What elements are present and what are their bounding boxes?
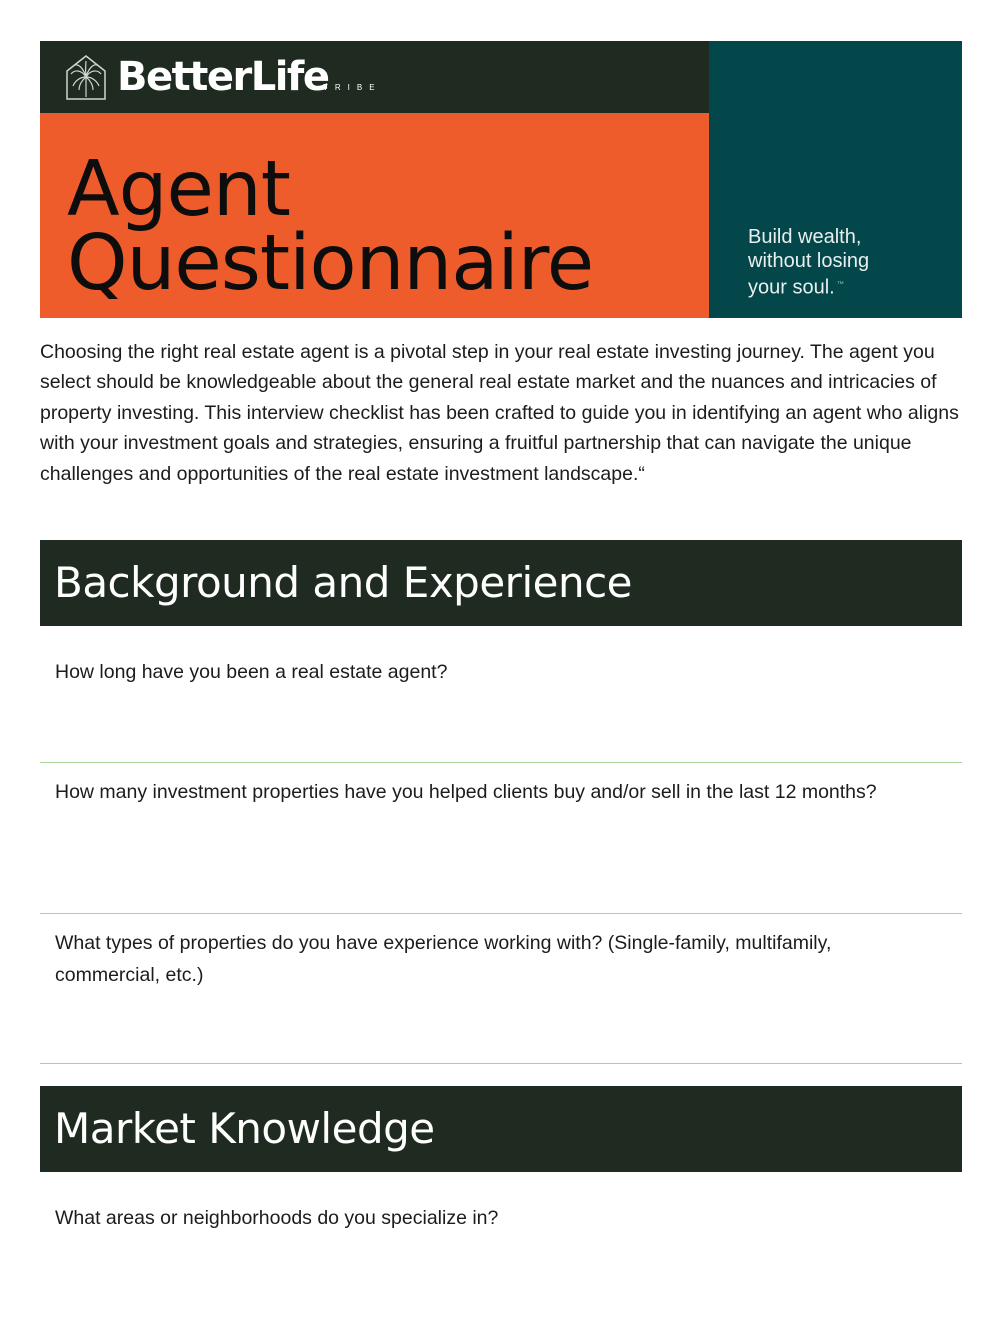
question-item: What types of properties do you have experience working with? (Single-family, multifamily, commercial, etc.) [55,932,832,986]
palm-house-logo-icon [64,53,108,101]
section-heading-background [40,540,962,626]
title-box [40,113,709,318]
intro-paragraph: Choosing the right real estate agent is a pivotal step in your real estate investing journey. The agent you select should be knowledgeable about the general real estate market and the nuances and intricacies of property investing. This interview checklist has been crafted to guide you in identifying an agent who aligns with your investment goals and strategies, ensuring a fruitful partnership that can navigate the unique challenges and opportunities of the real estate investment landscape.“ [40,341,959,485]
brand-name: BetterLife [117,54,329,100]
question-item: How long have you been a real estate agent? [55,661,448,683]
tagline-line-3 [748,273,869,300]
tagline-line-1: Build wealth, [748,226,862,248]
tagline-line-2: without losing [748,250,870,272]
title-line-1: Agent [67,145,290,234]
tagline-box [709,41,962,318]
divider [40,913,962,914]
title-line-2: Questionnaire [67,219,594,308]
section-title: Background and Experience [54,558,633,607]
divider [40,1063,962,1064]
header [40,41,962,318]
section-title: Market Knowledge [54,1104,435,1153]
brand-sub: TRIBE [323,83,382,92]
tagline [748,225,869,300]
section-heading-market [40,1086,962,1172]
divider [40,762,962,763]
tagline-line-3-text: your soul. [748,276,835,299]
trademark-mark: ™ [836,281,844,288]
question-item: How many investment properties have you helped clients buy and/or sell in the last 12 months? [55,781,877,803]
question-item: What areas or neighborhoods do you specialize in? [55,1207,499,1229]
logo-bar [40,41,709,113]
